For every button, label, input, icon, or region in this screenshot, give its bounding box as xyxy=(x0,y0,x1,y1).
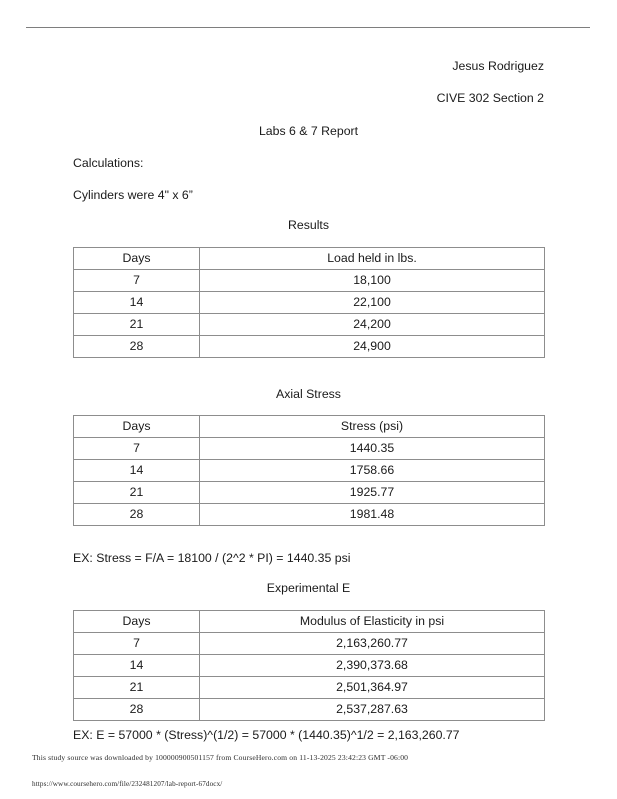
spacer xyxy=(73,595,544,610)
cell-load: 24,900 xyxy=(200,335,545,357)
axial-stress-heading: Axial Stress xyxy=(276,386,341,401)
spacer xyxy=(73,400,544,415)
table-row xyxy=(74,460,545,482)
table-header-row xyxy=(74,416,545,438)
author-name: Jesus Rodriguez xyxy=(452,59,544,73)
cell-days: 14 xyxy=(74,291,200,313)
experimental-e-table xyxy=(73,610,545,721)
source-url: https://www.coursehero.com/file/232481207/lab-report-67docx/ xyxy=(32,780,223,788)
table-row xyxy=(74,313,545,335)
column-header-days: Days xyxy=(74,416,200,438)
cell-days: 28 xyxy=(74,504,200,526)
cell-modulus: 2,537,287.63 xyxy=(200,698,545,720)
experimental-e-heading: Experimental E xyxy=(266,581,351,596)
page-title: Labs 6 & 7 Report xyxy=(258,123,359,138)
cell-days: 21 xyxy=(74,676,200,698)
cell-days: 14 xyxy=(74,460,200,482)
column-header-modulus: Modulus of Elasticity in psi xyxy=(200,610,545,632)
modulus-example-equation: EX: E = 57000 * (Stress)^(1/2) = 57000 * (1440.35)^1/2 = 2,163,260.77 xyxy=(73,727,460,742)
spacer xyxy=(73,232,544,247)
table-row xyxy=(74,632,545,654)
cell-days: 7 xyxy=(74,438,200,460)
table-row xyxy=(74,269,545,291)
cell-modulus: 2,390,373.68 xyxy=(200,654,545,676)
cell-modulus: 2,501,364.97 xyxy=(200,676,545,698)
cell-days: 21 xyxy=(74,482,200,504)
header-horizontal-rule xyxy=(26,27,590,28)
results-heading: Results xyxy=(287,218,329,233)
column-header-days: Days xyxy=(74,610,200,632)
table-row xyxy=(74,291,545,313)
cell-load: 22,100 xyxy=(200,291,545,313)
table-row xyxy=(74,482,545,504)
cell-load: 18,100 xyxy=(200,269,545,291)
cell-stress: 1981.48 xyxy=(200,504,545,526)
table-row xyxy=(74,676,545,698)
table-row xyxy=(74,504,545,526)
spacer xyxy=(73,169,544,189)
course-section: CIVE 302 Section 2 xyxy=(436,91,544,106)
spacer xyxy=(73,358,544,388)
spacer xyxy=(73,201,544,219)
table-row xyxy=(74,335,545,357)
download-notice: This study source was downloaded by 100000900501157 from CourseHero.com on 11-13-2025 23:42:23 GMT -06:00 xyxy=(32,753,409,762)
table-row xyxy=(74,438,545,460)
cell-days: 7 xyxy=(74,269,200,291)
table-header-row xyxy=(74,247,545,269)
table-header-row xyxy=(74,610,545,632)
cell-days: 28 xyxy=(74,698,200,720)
cell-stress: 1758.66 xyxy=(200,460,545,482)
column-header-load: Load held in lbs. xyxy=(200,247,545,269)
results-table xyxy=(73,247,545,358)
spacer xyxy=(73,526,544,552)
table-row xyxy=(74,654,545,676)
spacer xyxy=(73,137,544,157)
cell-days: 21 xyxy=(74,313,200,335)
column-header-days: Days xyxy=(74,247,200,269)
calculations-label: Calculations: xyxy=(73,155,144,170)
axial-stress-table xyxy=(73,415,545,526)
cell-stress: 1440.35 xyxy=(200,438,545,460)
cell-days: 14 xyxy=(74,654,200,676)
spacer xyxy=(73,72,544,92)
cell-days: 7 xyxy=(74,632,200,654)
table-row xyxy=(74,698,545,720)
spacer xyxy=(73,105,544,125)
cell-days: 28 xyxy=(74,335,200,357)
cell-load: 24,200 xyxy=(200,313,545,335)
cell-modulus: 2,163,260.77 xyxy=(200,632,545,654)
document-body xyxy=(73,60,544,741)
spacer xyxy=(73,564,544,582)
cell-stress: 1925.77 xyxy=(200,482,545,504)
stress-example-equation: EX: Stress = F/A = 18100 / (2^2 * PI) = 1440.35 psi xyxy=(73,551,351,566)
cylinders-note: Cylinders were 4" x 6” xyxy=(73,188,193,203)
column-header-stress: Stress (psi) xyxy=(200,416,545,438)
